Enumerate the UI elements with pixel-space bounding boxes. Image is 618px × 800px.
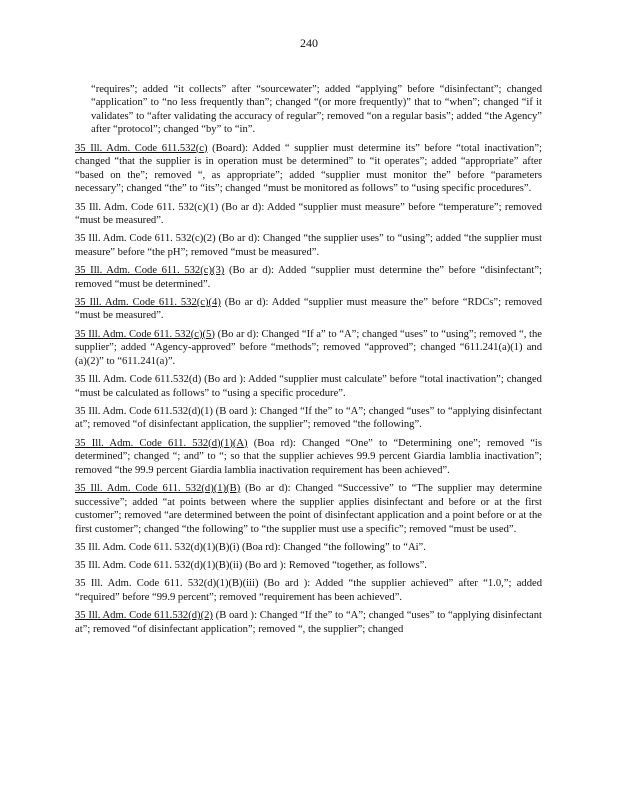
citation: 35 Ill. Adm. Code 611. 532(c)(5) xyxy=(75,328,215,340)
entry-c5 xyxy=(75,328,542,369)
entry-d1biii xyxy=(75,577,542,604)
entry-d1 xyxy=(75,405,542,432)
citation: 35 Ill. Adm. Code 611.532(c) xyxy=(75,142,208,154)
entry-text: (Boa rd): Changed “One” to “Determining one”; removed “is determined”; changed “; and” to “; so that the supplier achieves 99.9 percent Giardia lamblia inactivation”; removed “the 99.9 percent Giardia lamblia inactivation requirement has been achieved”. xyxy=(75,437,542,476)
page-number: 240 xyxy=(300,36,318,50)
citation: 35 Ill. Adm. Code 611.532(d)(1) xyxy=(75,405,213,417)
entry-text: (Bo ard ): Added “supplier must calculate” before “total inactivation”; changed “must be calculated as follows” to “using a specific procedure”. xyxy=(75,374,542,399)
entry-text: (Bo ar d): Added “supplier must determine the” before “disinfectant”; removed “must be determined”. xyxy=(75,265,542,290)
entry-d1bi xyxy=(75,541,542,555)
citation: 35 Ill. Adm. Code 611.532(d)(2) xyxy=(75,610,213,622)
entry-text: (B oard ): Changed “If the” to “A”; changed “uses” to “applying disinfectant at”; removed “of disinfectant application, the supplier”; removed “the following”. xyxy=(75,405,542,431)
citation: 35 Ill. Adm. Code 611. 532(d)(1)(B)(i) xyxy=(75,541,240,553)
citation: 35 Ill. Adm. Code 611. 532(d)(1)(B)(iii) xyxy=(75,578,259,590)
intro-paragraph: “requires”; added “it collects” after “sourcewater”; added “applying” before “disinfectant”; changed “application” to “no less frequently than”; changed “(or more frequently)” that to “when”; changed “if it validates” to “after validating the accuracy of regular”; removed “on a regular basis”; added “the Agency” after “protocol”; changed “by” to “in”. xyxy=(91,83,542,136)
entry-text: (Bo ard ): Removed “together, as follows”. xyxy=(244,560,427,572)
citation: 35 Ill. Adm. Code 611. 532(c)(3) xyxy=(75,265,225,277)
entry-d xyxy=(75,373,542,400)
citation: 35 Ill. Adm. Code 611. 532(c)(2) xyxy=(75,233,216,245)
citation: 35 Ill. Adm. Code 611. 532(c)(4) xyxy=(75,296,221,308)
citation: 35 Ill. Adm. Code 611. 532(d)(1)(B) xyxy=(75,482,241,494)
entry-text: (Bo ard ): Added “the supplier achieved” after “1.0,”; added “required” before “99.9 percent”; removed “requirement has been achieved”. xyxy=(75,578,543,603)
entry-c xyxy=(75,142,542,196)
entry-c1 xyxy=(75,201,542,228)
entry-text: (Bo ar d): Added “supplier must measure” before “temperature”; removed “must be measured”. xyxy=(75,201,542,227)
entry-text: (Boa rd): Changed “the following” to “Ai”. xyxy=(242,541,426,553)
entry-d1b xyxy=(75,482,542,536)
citation: 35 Ill. Adm. Code 611. 532(c)(1) xyxy=(75,201,219,213)
entry-c3 xyxy=(75,264,542,291)
citation: 35 Ill. Adm. Code 611. 532(d)(1)(A) xyxy=(75,437,248,449)
entry-text: (B oard ): Changed “If the” to “A”; changed “uses” to “applying disinfectant at”; removed “of disinfectant application”; removed “, the supplier”; changed xyxy=(75,610,542,635)
entry-text: (Bo ar d): Added “supplier must measure the” before “RDCs”; removed “must be measured”. xyxy=(75,296,542,322)
entry-c4 xyxy=(75,296,542,323)
citation: 35 Ill. Adm. Code 611. 532(d)(1)(B)(ii) xyxy=(75,560,243,572)
citation: 35 Ill. Adm. Code 611.532(d) xyxy=(75,374,202,386)
entry-text: (Bo ar d): Changed “the supplier uses” to “using”; added “the supplier must measure” before “the pH”; removed “must be measured”. xyxy=(75,233,542,258)
body-text xyxy=(75,72,542,641)
entry-text: (Bo ar d): Changed “Successive” to “The supplier may determine successive”; added “at points between where the supplier applies disinfectant and before or at the first customer”; removed “are determined between the point of disinfectant application and a point before or at the first customer”; changed “the following” to “the supplier must use a specific”; removed “must be used”. xyxy=(75,482,543,535)
entry-text: (Bo ar d): Changed “If a” to “A”; changed “uses” to “using”; removed “, the supplier”; added “Agency-approved” before “methods”; removed “approved”; changed “611.241(a)(1) and (a)(2)” to “611.241(a)”. xyxy=(75,328,542,367)
entry-text: (Board): Added “ supplier must determine its” before “total inactivation”; changed “that the supplier is in operation must be determined” to “it operates”; added “appropriate” after “based on the”; removed “, as appropriate”; added “supplier must monitor the” before “parameters necessary”; changed “the” to “its”; changed “must be monitored as follows” to “using specific procedures”. xyxy=(75,142,542,195)
entry-d1bii xyxy=(75,559,542,573)
entry-d1a xyxy=(75,437,542,478)
entry-d2 xyxy=(75,609,542,636)
entry-c2 xyxy=(75,232,542,259)
